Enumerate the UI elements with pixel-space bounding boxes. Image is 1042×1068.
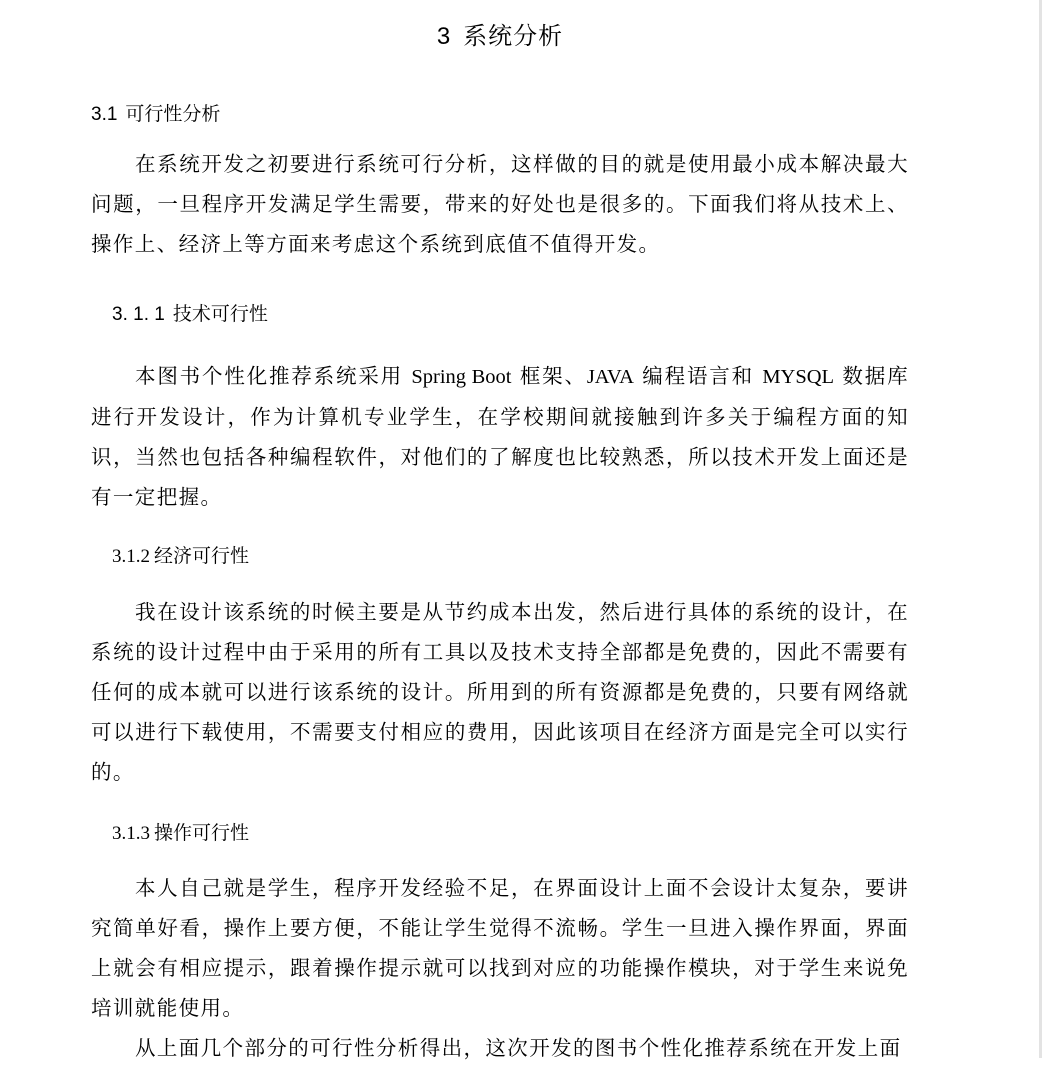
paragraph-conclusion: 从上面几个部分的可行性分析得出，这次开发的图书个性化推荐系统在开发上面 xyxy=(135,1036,902,1060)
text-run-latin: JAVA xyxy=(586,366,634,388)
section-number: 3. 1. 1 xyxy=(112,304,165,325)
paragraph-technical-feasibility xyxy=(91,356,909,517)
section-title: 操作可行性 xyxy=(154,822,250,844)
text-run-latin: Spring Boot xyxy=(411,366,512,388)
chapter-number: 3 xyxy=(436,23,452,50)
section-number: 3.1 xyxy=(91,104,118,125)
section-heading-3-1-3 xyxy=(112,820,249,847)
chapter-title xyxy=(0,20,1000,53)
section-number: 3.1.3 xyxy=(112,823,150,844)
section-title: 经济可行性 xyxy=(154,545,250,567)
section-heading-3-1 xyxy=(91,101,220,128)
section-heading-3-1-2 xyxy=(112,543,249,570)
text-run-latin: MYSQL xyxy=(762,366,835,388)
section-title: 可行性分析 xyxy=(125,103,221,125)
paragraph-operational-feasibility: 本人自己就是学生，程序开发经验不足，在界面设计上面不会设计太复杂，要讲究简单好看，操作上要方便，不能让学生觉得不流畅。学生一旦进入操作界面，界面上就会有相应提示，跟着操作提示就可以找到对应的功能操作模块，对于学生来说免培训就能使用。 xyxy=(91,876,909,1020)
text-run: 数据库进行开发设计，作为计算机专业学生，在学校期间就接触到许多关于编程方面的知识，当然也包括各种编程软件，对他们的了解度也比较熟悉，所以技术开发上面还是有一定把握。 xyxy=(91,364,909,509)
section-heading-3-1-1 xyxy=(112,301,268,328)
paragraph-economic-feasibility: 我在设计该系统的时候主要是从节约成本出发，然后进行具体的系统的设计，在系统的设计过程中由于采用的所有工具以及技术支持全部都是免费的，因此不需要有任何的成本就可以进行该系统的设计。所用到的所有资源都是免费的，只要有网络就可以进行下载使用，不需要支付相应的费用，因此该项目在经济方面是完全可以实行的。 xyxy=(91,600,909,784)
paragraph-feasibility-intro: 在系统开发之初要进行系统可行分析，这样做的目的就是使用最小成本解决最大问题，一旦程序开发满足学生需要，带来的好处也是很多的。下面我们将从技术上、操作上、经济上等方面来考虑这个系统到底值不值得开发。 xyxy=(91,152,909,256)
text-run: 编程语言和 xyxy=(633,364,763,388)
section-title: 技术可行性 xyxy=(172,303,268,325)
text-run: 本图书个性化推荐系统采用 xyxy=(135,364,412,388)
text-run: 框架、 xyxy=(511,364,587,388)
section-number: 3.1.2 xyxy=(112,546,150,567)
chapter-title-text: 系统分析 xyxy=(463,22,564,50)
